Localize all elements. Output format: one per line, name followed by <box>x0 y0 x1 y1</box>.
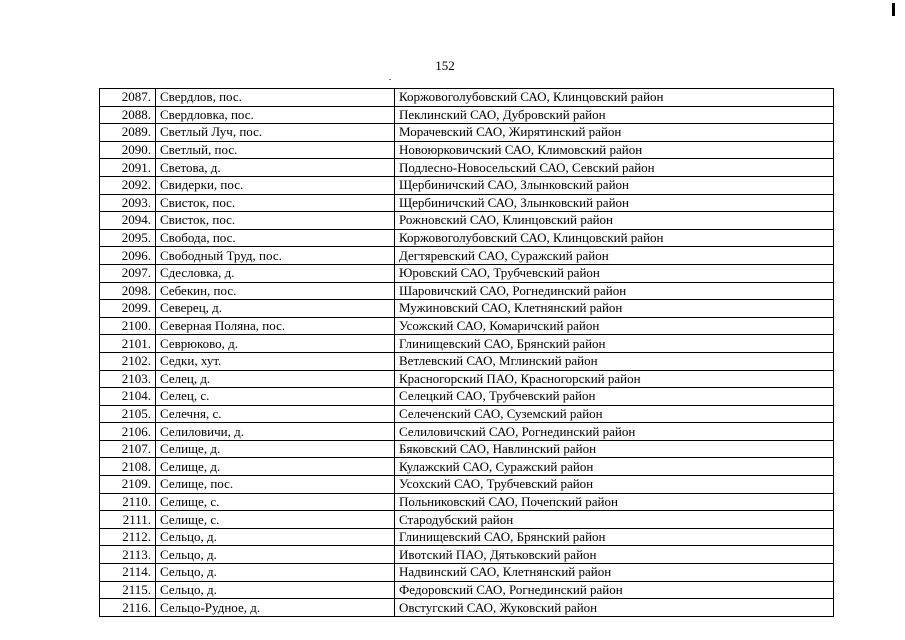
administrative-district: Федоровский САО, Рогнединский район <box>395 581 834 599</box>
row-number: 2114. <box>100 564 156 582</box>
table-row <box>100 282 834 300</box>
administrative-district: Ивотский ПАО, Дятьковский район <box>395 546 834 564</box>
settlement-name: Свисток, пос. <box>156 194 395 212</box>
settlement-name: Селец, с. <box>156 388 395 406</box>
row-number: 2102. <box>100 352 156 370</box>
table-row <box>100 335 834 353</box>
settlement-name: Селище, с. <box>156 493 395 511</box>
settlement-name: Северная Поляна, пос. <box>156 317 395 335</box>
row-number: 2106. <box>100 423 156 441</box>
settlement-name: Светлый, пос. <box>156 141 395 159</box>
row-number: 2092. <box>100 176 156 194</box>
row-number: 2115. <box>100 581 156 599</box>
table-row <box>100 194 834 212</box>
administrative-district: Коржовоголубовский САО, Клинцовский район <box>395 229 834 247</box>
settlement-name: Свердловка, пос. <box>156 106 395 124</box>
table-row <box>100 511 834 529</box>
administrative-district: Кулажский САО, Суражский район <box>395 458 834 476</box>
settlement-name: Селище, д. <box>156 440 395 458</box>
table-row <box>100 493 834 511</box>
administrative-district: Глинищевский САО, Брянский район <box>395 335 834 353</box>
row-number: 2097. <box>100 264 156 282</box>
administrative-district: Усожский САО, Комаричский район <box>395 317 834 335</box>
table-row <box>100 264 834 282</box>
table-row <box>100 528 834 546</box>
table-row <box>100 229 834 247</box>
row-number: 2111. <box>100 511 156 529</box>
administrative-district: Юровский САО, Трубчевский район <box>395 264 834 282</box>
row-number: 2107. <box>100 440 156 458</box>
administrative-district: Надвинский САО, Клетнянский район <box>395 564 834 582</box>
table-row <box>100 581 834 599</box>
settlement-name: Свердлов, пос. <box>156 89 395 107</box>
administrative-district: Бяковский САО, Навлинский район <box>395 440 834 458</box>
row-number: 2087. <box>100 89 156 107</box>
row-number: 2113. <box>100 546 156 564</box>
table-row <box>100 124 834 142</box>
administrative-district: Дегтяревский САО, Суражский район <box>395 247 834 265</box>
table-row <box>100 599 834 617</box>
row-number: 2099. <box>100 300 156 318</box>
row-number: 2094. <box>100 212 156 230</box>
administrative-district: Усохский САО, Трубчевский район <box>395 476 834 494</box>
settlement-name: Светова, д. <box>156 159 395 177</box>
administrative-district: Мужиновский САО, Клетнянский район <box>395 300 834 318</box>
table-row <box>100 212 834 230</box>
table-row <box>100 141 834 159</box>
administrative-district: Рожновский САО, Клинцовский район <box>395 212 834 230</box>
table-row <box>100 89 834 107</box>
table-row <box>100 423 834 441</box>
administrative-district: Новоюрковичский САО, Климовский район <box>395 141 834 159</box>
table-row <box>100 440 834 458</box>
settlement-name: Селиловичи, д. <box>156 423 395 441</box>
page-number: 152 <box>435 58 455 73</box>
table-row <box>100 300 834 318</box>
settlement-name: Севрюково, д. <box>156 335 395 353</box>
table-row <box>100 176 834 194</box>
page-edge-mark <box>892 3 895 16</box>
table-row <box>100 159 834 177</box>
administrative-district: Селеченский САО, Суземский район <box>395 405 834 423</box>
settlement-name: Северец, д. <box>156 300 395 318</box>
administrative-district: Овстугский САО, Жуковский район <box>395 599 834 617</box>
row-number: 2112. <box>100 528 156 546</box>
row-number: 2105. <box>100 405 156 423</box>
row-number: 2104. <box>100 388 156 406</box>
settlement-name: Сельцо, д. <box>156 546 395 564</box>
administrative-district: Шаровичский САО, Рогнединский район <box>395 282 834 300</box>
row-number: 2095. <box>100 229 156 247</box>
administrative-district: Польниковский САО, Почепский район <box>395 493 834 511</box>
row-number: 2109. <box>100 476 156 494</box>
table-row <box>100 106 834 124</box>
settlement-name: Сдесловка, д. <box>156 264 395 282</box>
row-number: 2103. <box>100 370 156 388</box>
table-row <box>100 247 834 265</box>
administrative-district: Пеклинский САО, Дубровский район <box>395 106 834 124</box>
settlement-name: Селище, пос. <box>156 476 395 494</box>
administrative-district: Коржовоголубовский САО, Клинцовский район <box>395 89 834 107</box>
row-number: 2096. <box>100 247 156 265</box>
table-row <box>100 405 834 423</box>
row-number: 2088. <box>100 106 156 124</box>
row-number: 2101. <box>100 335 156 353</box>
row-number: 2110. <box>100 493 156 511</box>
administrative-district: Красногорский ПАО, Красногорский район <box>395 370 834 388</box>
settlement-name: Селец, д. <box>156 370 395 388</box>
settlement-name: Селище, д. <box>156 458 395 476</box>
settlement-name: Свободный Труд, пос. <box>156 247 395 265</box>
settlement-name: Седки, хут. <box>156 352 395 370</box>
administrative-district: Щербиничский САО, Злынковский район <box>395 176 834 194</box>
table-row <box>100 352 834 370</box>
table-row <box>100 476 834 494</box>
settlement-name: Сельцо, д. <box>156 581 395 599</box>
table-row <box>100 458 834 476</box>
settlement-name: Селище, с. <box>156 511 395 529</box>
settlement-name: Сельцо-Рудное, д. <box>156 599 395 617</box>
table-row <box>100 317 834 335</box>
row-number: 2108. <box>100 458 156 476</box>
table-row <box>100 370 834 388</box>
row-number: 2098. <box>100 282 156 300</box>
row-number: 2093. <box>100 194 156 212</box>
administrative-district: Стародубский район <box>395 511 834 529</box>
settlement-name: Сельцо, д. <box>156 564 395 582</box>
row-number: 2100. <box>100 317 156 335</box>
administrative-district: Щербиничский САО, Злынковский район <box>395 194 834 212</box>
settlement-name: Свисток, пос. <box>156 212 395 230</box>
row-number: 2089. <box>100 124 156 142</box>
administrative-district: Селиловичский САО, Рогнединский район <box>395 423 834 441</box>
settlement-name: Сельцо, д. <box>156 528 395 546</box>
table-row <box>100 546 834 564</box>
table-row <box>100 388 834 406</box>
administrative-district: Глинищевский САО, Брянский район <box>395 528 834 546</box>
table-row <box>100 564 834 582</box>
row-number: 2091. <box>100 159 156 177</box>
settlement-name: Себекин, пос. <box>156 282 395 300</box>
administrative-district: Ветлевский САО, Мглинский район <box>395 352 834 370</box>
administrative-district: Подлесно-Новосельский САО, Севский район <box>395 159 834 177</box>
settlement-name: Свобода, пос. <box>156 229 395 247</box>
settlements-table <box>99 88 834 617</box>
settlement-name: Селечня, с. <box>156 405 395 423</box>
settlement-name: Светлый Луч, пос. <box>156 124 395 142</box>
administrative-district: Морачевский САО, Жирятинский район <box>395 124 834 142</box>
settlement-name: Свидерки, пос. <box>156 176 395 194</box>
scan-speck <box>389 79 391 80</box>
administrative-district: Селецкий САО, Трубчевский район <box>395 388 834 406</box>
row-number: 2116. <box>100 599 156 617</box>
row-number: 2090. <box>100 141 156 159</box>
settlements-table-body <box>100 89 834 617</box>
